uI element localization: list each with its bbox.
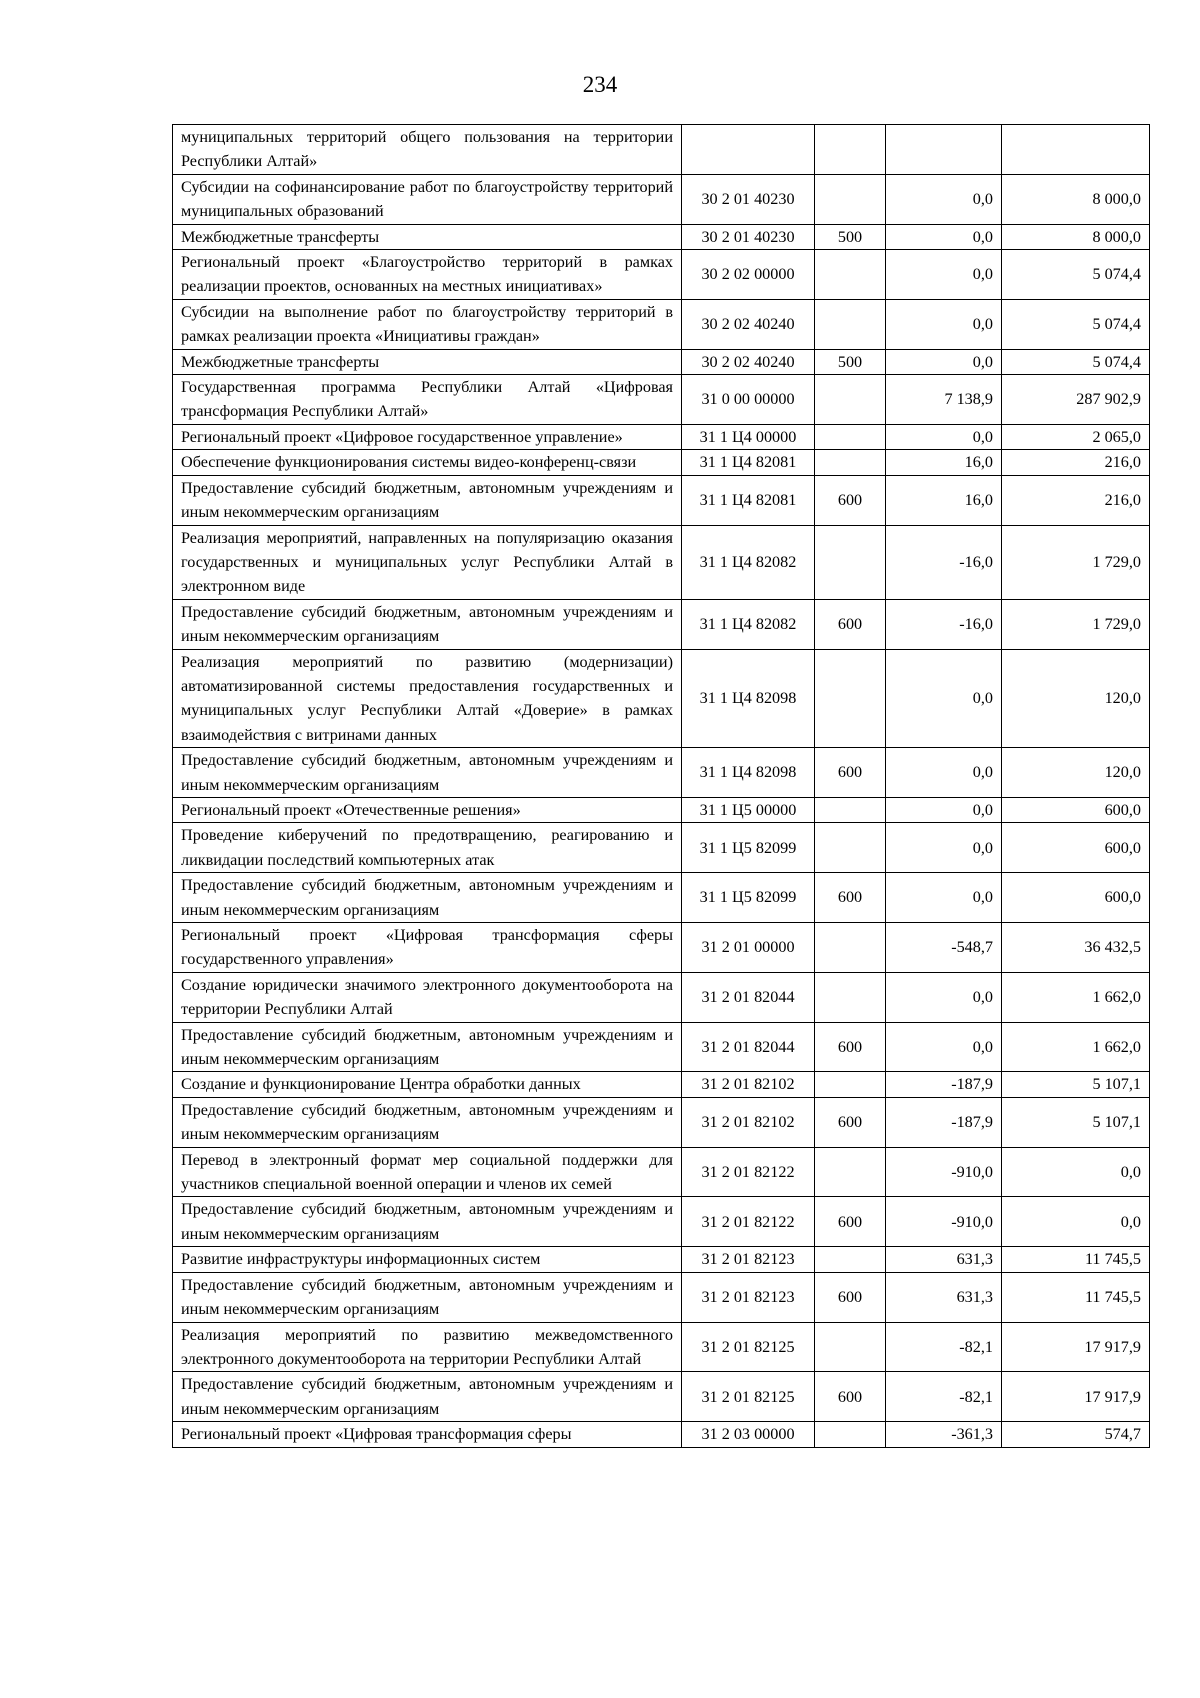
row-change-amount-cell: -361,3 (886, 1422, 1002, 1447)
row-code-cell: 31 2 01 82122 (682, 1197, 815, 1247)
row-change-amount-cell: 0,0 (886, 797, 1002, 822)
row-change-amount-cell: 0,0 (886, 424, 1002, 449)
row-total-amount-cell: 574,7 (1002, 1422, 1150, 1447)
row-change-amount-cell: -82,1 (886, 1372, 1002, 1422)
row-code-cell: 30 2 02 40240 (682, 349, 815, 374)
row-total-amount-cell: 120,0 (1002, 748, 1150, 798)
row-total-amount-cell: 0,0 (1002, 1197, 1150, 1247)
table-row (173, 125, 1150, 175)
table-row (173, 1247, 1150, 1272)
row-expense-type-cell (815, 450, 886, 475)
row-change-amount-cell: 631,3 (886, 1272, 1002, 1322)
table-row (173, 1197, 1150, 1247)
row-change-amount-cell: 16,0 (886, 450, 1002, 475)
row-expense-type-cell (815, 250, 886, 300)
table-row (173, 1272, 1150, 1322)
row-name-cell: Межбюджетные трансферты (173, 224, 682, 249)
table-row (173, 649, 1150, 748)
row-name-cell: Предоставление субсидий бюджетным, автономным учреждениям и иным некоммерческим организациям (173, 873, 682, 923)
table-row (173, 525, 1150, 599)
row-total-amount-cell: 5 074,4 (1002, 299, 1150, 349)
row-name-cell: муниципальных территорий общего пользования на территории Республики Алтай» (173, 125, 682, 175)
row-change-amount-cell: 631,3 (886, 1247, 1002, 1272)
row-expense-type-cell: 600 (815, 748, 886, 798)
row-code-cell: 31 2 01 82123 (682, 1272, 815, 1322)
row-change-amount-cell: 0,0 (886, 224, 1002, 249)
row-code-cell: 30 2 02 00000 (682, 250, 815, 300)
row-code-cell: 31 1 Ц4 82098 (682, 649, 815, 748)
table-row (173, 299, 1150, 349)
row-expense-type-cell: 500 (815, 349, 886, 374)
table-row (173, 424, 1150, 449)
budget-table (172, 124, 1150, 1448)
row-change-amount-cell: 0,0 (886, 873, 1002, 923)
row-change-amount-cell: 16,0 (886, 475, 1002, 525)
row-expense-type-cell (815, 1322, 886, 1372)
row-code-cell: 31 2 01 82122 (682, 1147, 815, 1197)
row-total-amount-cell: 11 745,5 (1002, 1272, 1150, 1322)
row-expense-type-cell (815, 823, 886, 873)
row-code-cell: 31 2 01 82102 (682, 1097, 815, 1147)
row-code-cell: 31 2 01 00000 (682, 923, 815, 973)
page-number: 234 (582, 72, 618, 97)
row-code-cell: 31 1 Ц4 00000 (682, 424, 815, 449)
row-code-cell: 31 2 01 82125 (682, 1372, 815, 1422)
table-row (173, 349, 1150, 374)
row-code-cell: 31 1 Ц5 82099 (682, 873, 815, 923)
row-total-amount-cell: 5 107,1 (1002, 1097, 1150, 1147)
row-code-cell: 31 1 Ц5 00000 (682, 797, 815, 822)
row-code-cell: 30 2 02 40240 (682, 299, 815, 349)
row-total-amount-cell: 36 432,5 (1002, 923, 1150, 973)
row-code-cell: 31 1 Ц4 82082 (682, 525, 815, 599)
budget-table-body (173, 125, 1150, 1448)
row-expense-type-cell: 600 (815, 1197, 886, 1247)
row-name-cell: Предоставление субсидий бюджетным, автономным учреждениям и иным некоммерческим организациям (173, 1197, 682, 1247)
row-code-cell: 30 2 01 40230 (682, 174, 815, 224)
row-total-amount-cell: 600,0 (1002, 797, 1150, 822)
table-row (173, 224, 1150, 249)
table-row (173, 250, 1150, 300)
row-expense-type-cell (815, 525, 886, 599)
row-name-cell: Предоставление субсидий бюджетным, автономным учреждениям и иным некоммерческим организациям (173, 475, 682, 525)
row-total-amount-cell: 1 729,0 (1002, 599, 1150, 649)
table-row (173, 1022, 1150, 1072)
row-code-cell: 30 2 01 40230 (682, 224, 815, 249)
table-row (173, 823, 1150, 873)
row-code-cell: 31 2 01 82125 (682, 1322, 815, 1372)
row-code-cell: 31 2 01 82123 (682, 1247, 815, 1272)
row-name-cell: Реализация мероприятий по развитию (модернизации) автоматизированной системы предоставления государственных и муниципальных услуг Республики Алтай «Доверие» в рамках взаимодействия с витринами данных (173, 649, 682, 748)
table-row (173, 1322, 1150, 1372)
row-expense-type-cell: 600 (815, 599, 886, 649)
table-row (173, 923, 1150, 973)
row-change-amount-cell: 0,0 (886, 299, 1002, 349)
row-name-cell: Предоставление субсидий бюджетным, автономным учреждениям и иным некоммерческим организациям (173, 1097, 682, 1147)
row-total-amount-cell: 120,0 (1002, 649, 1150, 748)
row-change-amount-cell: 0,0 (886, 649, 1002, 748)
row-code-cell: 31 1 Ц5 82099 (682, 823, 815, 873)
row-total-amount-cell: 1 729,0 (1002, 525, 1150, 599)
table-row (173, 599, 1150, 649)
row-total-amount-cell: 5 074,4 (1002, 250, 1150, 300)
row-change-amount-cell: -82,1 (886, 1322, 1002, 1372)
row-change-amount-cell: 0,0 (886, 972, 1002, 1022)
row-expense-type-cell (815, 1247, 886, 1272)
row-name-cell: Проведение киберучений по предотвращению, реагированию и ликвидации последствий компьютерных атак (173, 823, 682, 873)
table-row (173, 972, 1150, 1022)
row-name-cell: Субсидии на софинансирование работ по благоустройству территорий муниципальных образований (173, 174, 682, 224)
row-expense-type-cell (815, 649, 886, 748)
row-total-amount-cell: 17 917,9 (1002, 1372, 1150, 1422)
table-row (173, 1422, 1150, 1447)
row-name-cell: Перевод в электронный формат мер социальной поддержки для участников специальной военной операции и членов их семей (173, 1147, 682, 1197)
row-name-cell: Создание юридически значимого электронного документооборота на территории Республики Алтай (173, 972, 682, 1022)
row-name-cell: Региональный проект «Отечественные решения» (173, 797, 682, 822)
row-expense-type-cell (815, 299, 886, 349)
row-change-amount-cell: -16,0 (886, 525, 1002, 599)
table-row (173, 1097, 1150, 1147)
row-name-cell: Региональный проект «Цифровое государственное управление» (173, 424, 682, 449)
row-expense-type-cell: 600 (815, 475, 886, 525)
row-total-amount-cell: 11 745,5 (1002, 1247, 1150, 1272)
row-code-cell: 31 1 Ц4 82081 (682, 450, 815, 475)
row-change-amount-cell: 0,0 (886, 349, 1002, 374)
row-code-cell: 31 1 Ц4 82082 (682, 599, 815, 649)
row-name-cell: Создание и функционирование Центра обработки данных (173, 1072, 682, 1097)
table-row (173, 174, 1150, 224)
row-total-amount-cell: 5 107,1 (1002, 1072, 1150, 1097)
row-expense-type-cell: 600 (815, 873, 886, 923)
row-total-amount-cell: 5 074,4 (1002, 349, 1150, 374)
row-name-cell: Реализация мероприятий по развитию межведомственного электронного документооборота на территории Республики Алтай (173, 1322, 682, 1372)
row-expense-type-cell (815, 375, 886, 425)
row-code-cell: 31 1 Ц4 82081 (682, 475, 815, 525)
row-name-cell: Реализация мероприятий, направленных на популяризацию оказания государственных и муниципальных услуг Республики Алтай в электронном виде (173, 525, 682, 599)
row-expense-type-cell: 500 (815, 224, 886, 249)
row-change-amount-cell: 0,0 (886, 823, 1002, 873)
table-row (173, 1147, 1150, 1197)
row-name-cell: Развитие инфраструктуры информационных систем (173, 1247, 682, 1272)
row-change-amount-cell: -548,7 (886, 923, 1002, 973)
row-change-amount-cell: 0,0 (886, 250, 1002, 300)
row-total-amount-cell: 216,0 (1002, 450, 1150, 475)
row-name-cell: Предоставление субсидий бюджетным, автономным учреждениям и иным некоммерческим организациям (173, 1372, 682, 1422)
row-expense-type-cell (815, 972, 886, 1022)
table-row (173, 748, 1150, 798)
row-name-cell: Региональный проект «Цифровая трансформация сферы государственного управления» (173, 923, 682, 973)
row-expense-type-cell (815, 797, 886, 822)
row-expense-type-cell: 600 (815, 1022, 886, 1072)
row-total-amount-cell: 1 662,0 (1002, 1022, 1150, 1072)
row-change-amount-cell: -187,9 (886, 1072, 1002, 1097)
row-expense-type-cell (815, 1422, 886, 1447)
table-row (173, 797, 1150, 822)
row-expense-type-cell (815, 1147, 886, 1197)
table-row (173, 1372, 1150, 1422)
row-expense-type-cell: 600 (815, 1272, 886, 1322)
row-expense-type-cell (815, 424, 886, 449)
row-expense-type-cell: 600 (815, 1372, 886, 1422)
row-name-cell: Предоставление субсидий бюджетным, автономным учреждениям и иным некоммерческим организациям (173, 1022, 682, 1072)
row-code-cell: 31 2 01 82102 (682, 1072, 815, 1097)
row-expense-type-cell (815, 125, 886, 175)
row-name-cell: Межбюджетные трансферты (173, 349, 682, 374)
row-total-amount-cell (1002, 125, 1150, 175)
row-name-cell: Предоставление субсидий бюджетным, автономным учреждениям и иным некоммерческим организациям (173, 599, 682, 649)
table-row (173, 375, 1150, 425)
row-total-amount-cell: 216,0 (1002, 475, 1150, 525)
row-code-cell: 31 1 Ц4 82098 (682, 748, 815, 798)
row-total-amount-cell: 8 000,0 (1002, 174, 1150, 224)
row-total-amount-cell: 8 000,0 (1002, 224, 1150, 249)
row-name-cell: Региональный проект «Благоустройство территорий в рамках реализации проектов, основанных на местных инициативах» (173, 250, 682, 300)
row-total-amount-cell: 287 902,9 (1002, 375, 1150, 425)
row-change-amount-cell: -910,0 (886, 1197, 1002, 1247)
row-change-amount-cell: 0,0 (886, 748, 1002, 798)
row-total-amount-cell: 0,0 (1002, 1147, 1150, 1197)
row-code-cell (682, 125, 815, 175)
table-row (173, 873, 1150, 923)
row-code-cell: 31 0 00 00000 (682, 375, 815, 425)
row-change-amount-cell: 0,0 (886, 1022, 1002, 1072)
row-name-cell: Региональный проект «Цифровая трансформация сферы (173, 1422, 682, 1447)
row-total-amount-cell: 600,0 (1002, 823, 1150, 873)
row-name-cell: Субсидии на выполнение работ по благоустройству территорий в рамках реализации проекта «Инициативы граждан» (173, 299, 682, 349)
row-total-amount-cell: 2 065,0 (1002, 424, 1150, 449)
row-total-amount-cell: 17 917,9 (1002, 1322, 1150, 1372)
row-name-cell: Предоставление субсидий бюджетным, автономным учреждениям и иным некоммерческим организациям (173, 1272, 682, 1322)
row-change-amount-cell: 0,0 (886, 174, 1002, 224)
row-change-amount-cell: 7 138,9 (886, 375, 1002, 425)
row-change-amount-cell: -16,0 (886, 599, 1002, 649)
row-change-amount-cell: -910,0 (886, 1147, 1002, 1197)
table-row (173, 1072, 1150, 1097)
row-total-amount-cell: 1 662,0 (1002, 972, 1150, 1022)
row-expense-type-cell: 600 (815, 1097, 886, 1147)
table-row (173, 475, 1150, 525)
row-name-cell: Государственная программа Республики Алтай «Цифровая трансформация Республики Алтай» (173, 375, 682, 425)
row-expense-type-cell (815, 1072, 886, 1097)
row-total-amount-cell: 600,0 (1002, 873, 1150, 923)
row-name-cell: Предоставление субсидий бюджетным, автономным учреждениям и иным некоммерческим организациям (173, 748, 682, 798)
row-code-cell: 31 2 01 82044 (682, 1022, 815, 1072)
row-expense-type-cell (815, 174, 886, 224)
table-row (173, 450, 1150, 475)
row-change-amount-cell (886, 125, 1002, 175)
row-code-cell: 31 2 03 00000 (682, 1422, 815, 1447)
row-name-cell: Обеспечение функционирования системы видео-конференц-связи (173, 450, 682, 475)
row-expense-type-cell (815, 923, 886, 973)
row-code-cell: 31 2 01 82044 (682, 972, 815, 1022)
row-change-amount-cell: -187,9 (886, 1097, 1002, 1147)
